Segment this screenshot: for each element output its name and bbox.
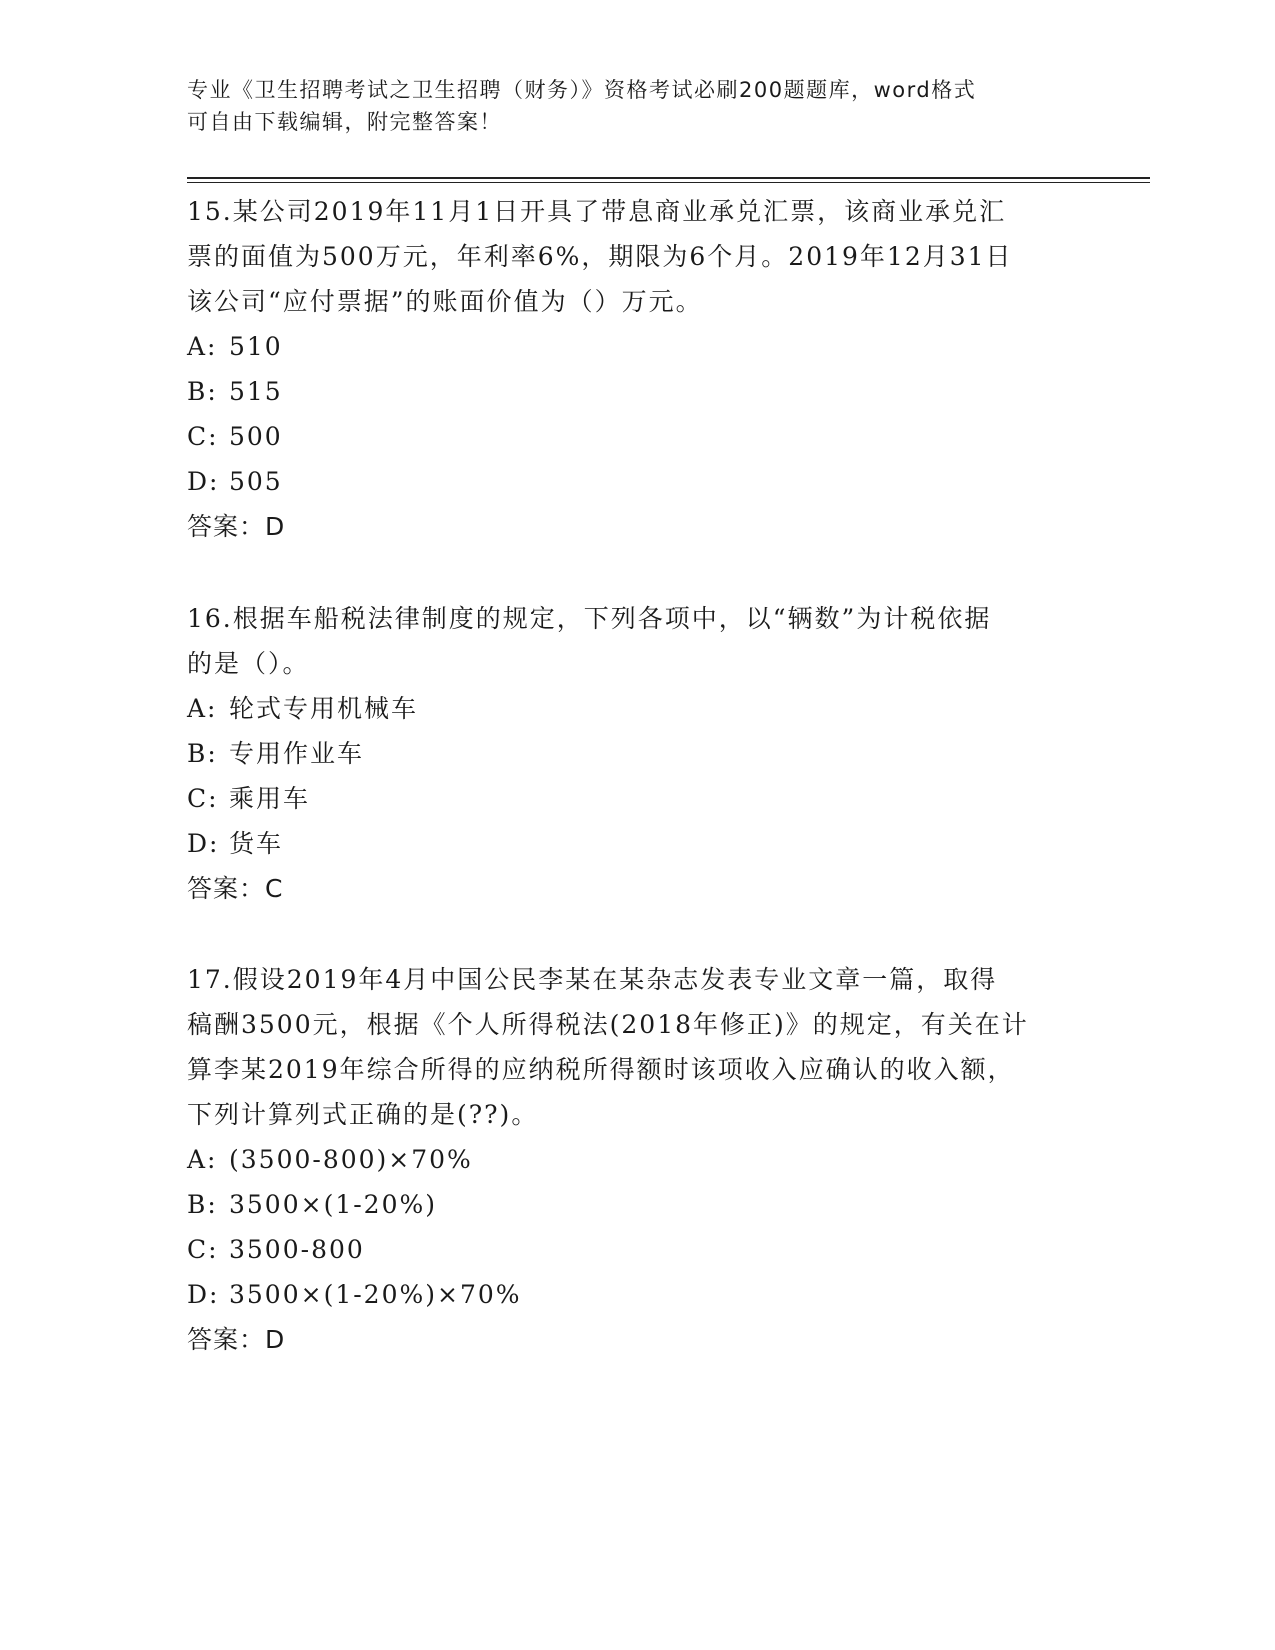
option-b <box>187 369 1087 414</box>
option-text: 3500-800 <box>229 1235 365 1264</box>
option-a <box>187 324 1087 369</box>
question-stem <box>187 957 1087 1137</box>
option-text: 3500×(1-20%)×70% <box>229 1280 522 1309</box>
answer-line: 答案：C <box>187 874 284 903</box>
option-a <box>187 686 1087 731</box>
header-divider-thick <box>187 177 1150 179</box>
option-a <box>187 1137 1087 1182</box>
question-stem <box>187 189 1087 324</box>
question-stem-line: 该公司“应付票据”的账面价值为（）万元。 <box>187 287 703 316</box>
question-15 <box>187 189 1087 549</box>
question-16 <box>187 596 1087 911</box>
question-stem-line: 下列计算列式正确的是(??)。 <box>187 1100 539 1129</box>
option-letter: B: <box>187 377 218 406</box>
option-letter: A: <box>187 332 218 361</box>
question-stem-line: 算李某2019年综合所得的应纳税所得额时该项收入应确认的收入额， <box>187 1055 1015 1084</box>
option-text: 3500×(1-20%) <box>229 1190 437 1219</box>
document-header <box>187 74 1067 138</box>
question-stem-line: 16.根据车船税法律制度的规定，下列各项中，以“辆数”为计税依据 <box>187 604 992 633</box>
option-letter: B: <box>187 1190 218 1219</box>
option-text: 515 <box>229 377 283 406</box>
option-letter: C: <box>187 784 219 813</box>
option-letter: D: <box>187 829 220 858</box>
option-text: 专用作业车 <box>229 739 365 768</box>
header-title-line-2: 可自由下载编辑，附完整答案！ <box>187 110 502 134</box>
question-stem-line: 17.假设2019年4月中国公民李某在某杂志发表专业文章一篇，取得 <box>187 965 998 994</box>
option-text: (3500-800)×70% <box>229 1145 473 1174</box>
question-17 <box>187 957 1087 1362</box>
option-c <box>187 1227 1087 1272</box>
option-text: 510 <box>229 332 283 361</box>
option-text: 轮式专用机械车 <box>229 694 419 723</box>
option-b <box>187 731 1087 776</box>
question-stem-line: 的是（）。 <box>187 649 310 678</box>
option-b <box>187 1182 1087 1227</box>
answer-line: 答案：D <box>187 1325 286 1354</box>
option-letter: C: <box>187 422 219 451</box>
option-text: 乘用车 <box>229 784 311 813</box>
option-letter: D: <box>187 467 220 496</box>
option-letter: D: <box>187 1280 220 1309</box>
header-divider-thin <box>187 182 1150 183</box>
option-d <box>187 821 1087 866</box>
option-d <box>187 1272 1087 1317</box>
option-c <box>187 776 1087 821</box>
question-stem-line: 15.某公司2019年11月1日开具了带息商业承兑汇票，该商业承兑汇 <box>187 197 1007 226</box>
option-text: 505 <box>229 467 283 496</box>
answer-line: 答案：D <box>187 512 286 541</box>
option-letter: A: <box>187 694 218 723</box>
question-stem-line: 稿酬3500元，根据《个人所得税法(2018年修正)》的规定，有关在计 <box>187 1010 1029 1039</box>
option-text: 500 <box>229 422 283 451</box>
option-c <box>187 414 1087 459</box>
option-letter: B: <box>187 739 218 768</box>
option-letter: A: <box>187 1145 218 1174</box>
option-letter: C: <box>187 1235 219 1264</box>
option-text: 货车 <box>229 829 284 858</box>
question-stem <box>187 596 1087 686</box>
question-stem-line: 票的面值为500万元，年利率6%，期限为6个月。2019年12月31日 <box>187 242 1013 271</box>
option-d <box>187 459 1087 504</box>
header-title-line-1: 专业《卫生招聘考试之卫生招聘（财务）》资格考试必刷200题题库，word格式 <box>187 78 977 102</box>
